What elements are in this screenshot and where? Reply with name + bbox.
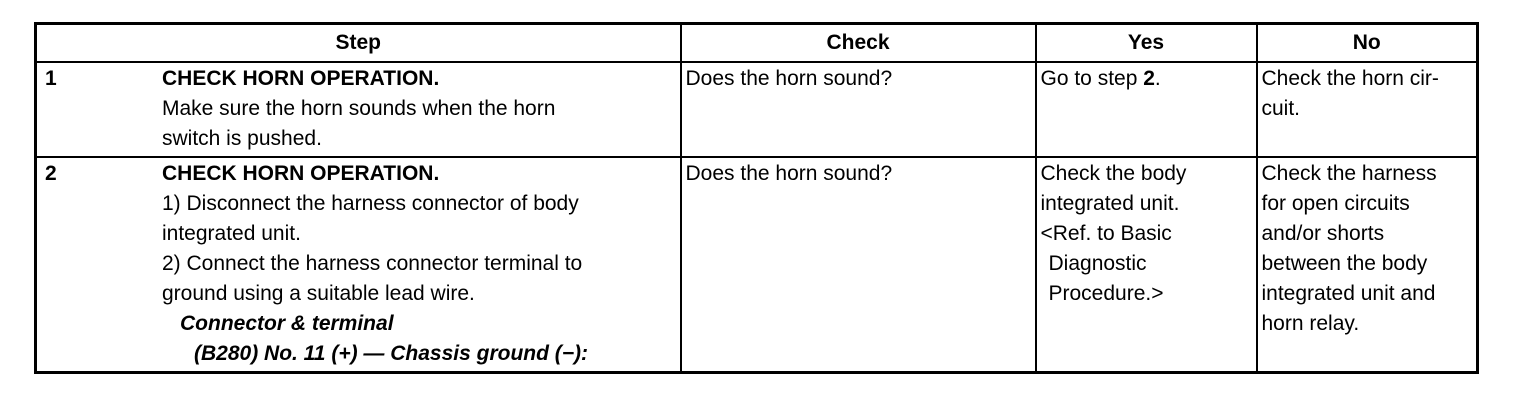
yes-ref-link[interactable]: <Ref. to Basic [1040, 222, 1172, 245]
yes-text [1041, 67, 1161, 90]
yes-prefix: Go to step [1040, 67, 1144, 90]
yes-step-link[interactable]: 2 [1143, 67, 1155, 90]
no-text-line: Check the harness [1261, 162, 1437, 185]
connector-spec: (B280) No. 11 (+) — Chassis ground (−): [194, 342, 589, 365]
header-check: Check [681, 24, 1036, 63]
yes-ref-link[interactable]: Procedure.> [1048, 282, 1164, 305]
step-description-line: 1) Disconnect the harness connector of body [162, 192, 579, 215]
check-cell [681, 157, 1036, 373]
yes-suffix: . [1154, 67, 1161, 90]
no-text-line: cuit. [1261, 97, 1301, 120]
step-cell [36, 157, 681, 373]
step-content [162, 159, 676, 369]
table-row [36, 62, 1478, 157]
no-cell [1257, 62, 1478, 157]
yes-cell [1036, 62, 1257, 157]
no-text-line: for open circuits [1261, 192, 1410, 215]
step-description-line: Make sure the horn sounds when the horn [162, 97, 556, 120]
check-text: Does the horn sound? [685, 162, 893, 185]
yes-cell [1036, 157, 1257, 373]
connector-label: Connector & terminal [180, 312, 394, 335]
step-number: 1 [45, 67, 57, 90]
step-number: 2 [45, 162, 57, 185]
header-yes: Yes [1036, 24, 1257, 63]
table-row [36, 157, 1478, 373]
no-text-line: integrated unit and [1261, 282, 1436, 305]
no-text-line: Check the horn cir- [1261, 67, 1439, 90]
header-step: Step [36, 24, 681, 63]
no-text-line: horn relay. [1261, 312, 1360, 335]
yes-ref-link[interactable]: Diagnostic [1048, 252, 1147, 275]
yes-text-line: Check the body [1040, 162, 1187, 185]
diagnostic-table [34, 22, 1479, 374]
check-cell [681, 62, 1036, 157]
step-description-line: integrated unit. [162, 222, 301, 245]
check-text: Does the horn sound? [685, 67, 893, 90]
step-description-line: ground using a suitable lead wire. [162, 282, 475, 305]
step-title: CHECK HORN OPERATION. [162, 67, 440, 90]
step-description-line: switch is pushed. [162, 127, 322, 150]
step-cell [36, 62, 681, 157]
header-no: No [1257, 24, 1478, 63]
yes-text-line: integrated unit. [1040, 192, 1180, 215]
no-cell [1257, 157, 1478, 373]
step-description-line: 2) Connect the harness connector terminal to [162, 252, 583, 275]
table-header-row [36, 24, 1478, 63]
no-text-line: between the body [1261, 252, 1428, 275]
step-content [162, 64, 676, 154]
no-text-line: and/or shorts [1261, 222, 1385, 245]
step-title: CHECK HORN OPERATION. [162, 162, 440, 185]
